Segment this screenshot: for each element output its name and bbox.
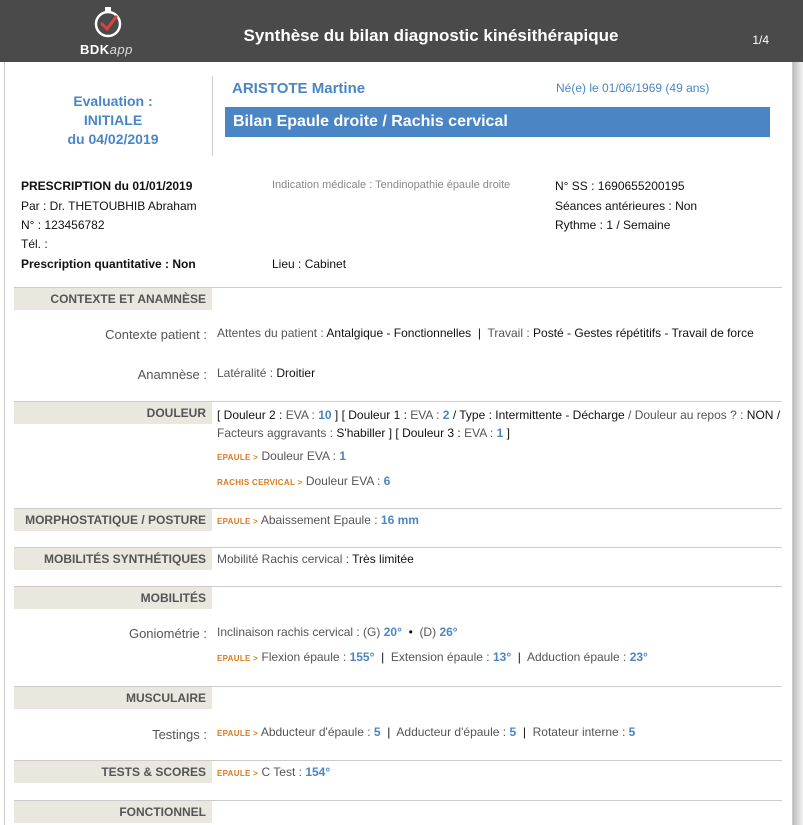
evaluation-type: INITIALE bbox=[83, 112, 143, 128]
patient-dob: Né(e) le 01/06/1969 (49 ans) bbox=[556, 81, 710, 95]
prescriber: Par : Dr. THETOUBHIB Abraham bbox=[21, 199, 197, 213]
goniometrie-label: Goniométrie : bbox=[128, 626, 207, 641]
vertical-divider bbox=[212, 76, 213, 156]
page-shadow bbox=[793, 62, 803, 825]
logo-text: BDKapp bbox=[80, 42, 133, 57]
bilan-banner: Bilan Epaule droite / Rachis cervical bbox=[225, 107, 770, 137]
section-contexte: CONTEXTE ET ANAMNÈSE bbox=[14, 288, 212, 310]
prescription-title: PRESCRIPTION du 01/01/2019 bbox=[21, 179, 193, 193]
session-rhythm: Rythme : 1 / Semaine bbox=[555, 218, 671, 232]
section-mobilites-synthetiques: MOBILITÉS SYNTHÉTIQUES bbox=[14, 548, 212, 570]
section-mobilites: MOBILITÉS bbox=[14, 587, 212, 609]
page-frame bbox=[4, 62, 793, 825]
section-tests-scores: TESTS & SCORES bbox=[14, 761, 212, 783]
contexte-patient-label: Contexte patient : bbox=[105, 327, 207, 342]
section-morphostatique: MORPHOSTATIQUE / POSTURE bbox=[14, 509, 212, 531]
location: Lieu : Cabinet bbox=[272, 257, 347, 271]
medical-indication: Indication médicale : Tendinopathie épaule droite bbox=[272, 179, 511, 191]
morpho-content: EPAULE > Abaissement Epaule : 16 mm bbox=[217, 513, 419, 527]
anamnese-content: Latéralité : Droitier bbox=[217, 366, 316, 380]
evaluation-label: Evaluation : bbox=[73, 93, 153, 109]
testings-content: EPAULE > Abducteur d'épaule : 5 | Adducteur d'épaule : 5 | Rotateur interne : 5 bbox=[217, 725, 636, 739]
goniometrie-rachis: Inclinaison rachis cervical : (G) 20° • (D) 26° bbox=[217, 625, 458, 639]
section-fonctionnel: FONCTIONNEL bbox=[14, 801, 212, 823]
douleur-epaule: EPAULE > Douleur EVA : 1 bbox=[217, 449, 347, 463]
douleur-rachis: RACHIS CERVICAL > Douleur EVA : 6 bbox=[217, 474, 391, 488]
previous-sessions: Séances antérieures : Non bbox=[555, 199, 698, 213]
contexte-patient-content: Attentes du patient : Antalgique - Fonctionnelles | Travail : Posté - Gestes répétitifs - Travail de force bbox=[217, 326, 754, 340]
header-bar bbox=[0, 0, 803, 62]
prescriber-number: N° : 123456782 bbox=[21, 218, 105, 232]
section-musculaire: MUSCULAIRE bbox=[14, 687, 212, 709]
evaluation-date: du 04/02/2019 bbox=[67, 131, 159, 147]
prescription-quantitative: Prescription quantitative : Non bbox=[21, 257, 196, 271]
anamnese-label: Anamnèse : bbox=[137, 367, 207, 382]
mobilites-synth-content: Mobilité Rachis cervical : Très limitée bbox=[217, 552, 414, 566]
document-title: Synthèse du bilan diagnostic kinésithérapique bbox=[243, 26, 619, 45]
evaluation-block bbox=[30, 92, 196, 149]
prescriber-phone: Tél. : bbox=[21, 237, 48, 251]
page-indicator: 1/4 bbox=[752, 33, 769, 47]
douleur-content: [ Douleur 2 : EVA : 10 ] [ Douleur 1 : EVA : 2 / Type : Intermittente - Décharge / Douleur au repos ? : NON / Facteurs aggravants : S'habiller ] [ Douleur 3 : EVA : 1 ] bbox=[217, 408, 781, 440]
testings-label: Testings : bbox=[152, 727, 207, 742]
social-security-number: N° SS : 1690655200195 bbox=[555, 179, 685, 193]
tests-content: EPAULE > C Test : 154° bbox=[217, 765, 331, 779]
goniometrie-epaule: EPAULE > Flexion épaule : 155° | Extension épaule : 13° | Adduction épaule : 23° bbox=[217, 650, 648, 664]
patient-name: ARISTOTE Martine bbox=[232, 80, 366, 97]
section-douleur: DOULEUR bbox=[14, 402, 212, 424]
